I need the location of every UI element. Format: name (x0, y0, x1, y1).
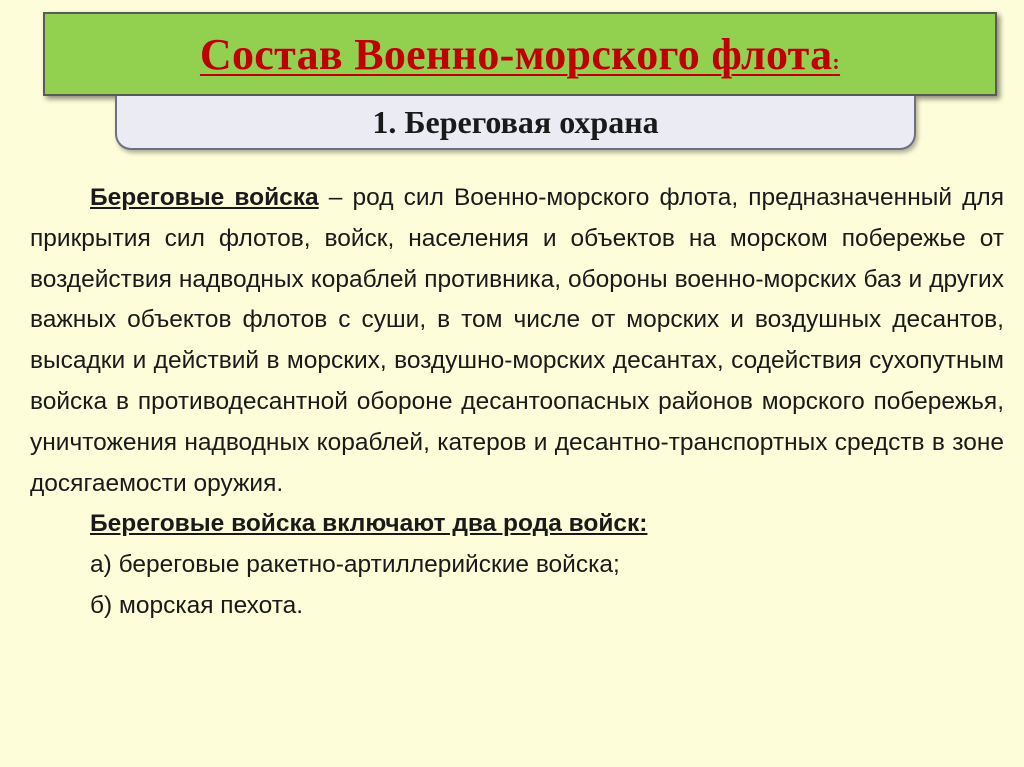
definition-paragraph (30, 178, 1004, 504)
section-subtitle-tab (115, 96, 916, 150)
section-subtitle: 1. Береговая охрана (372, 103, 659, 140)
definition-text: – род сил Военно-морского флота, предназначенный для прикрытия сил флотов, войск, населения и объектов на морском побережье от воздействия надводных кораблей противника, обороны военно-морских баз и других важных объектов флотов с суши, в том числе от морских и воздушных десантов, высадки и действий в морских, воздушно-морских десантах, содействия сухопутным войска в противодесантной обороне десантоопасных районов морского побережья, уничтожения надводных кораблей, катеров и десантно-транспортных средств в зоне досягаемости оружия. (30, 184, 1004, 497)
definition-term: Береговые войска (90, 184, 319, 211)
slide-title-banner (43, 12, 997, 96)
slide-title-main: Состав Военно-морского флота (199, 29, 833, 79)
slide-title-colon: : (832, 48, 841, 74)
branches-heading: Береговые войска включают два рода войск: (90, 510, 648, 538)
branch-item: а) береговые ракетно-артиллерийские войска; (90, 551, 620, 579)
branch-item: б) морская пехота. (90, 591, 304, 619)
slide-title (200, 29, 840, 80)
slide-body (30, 178, 1004, 627)
